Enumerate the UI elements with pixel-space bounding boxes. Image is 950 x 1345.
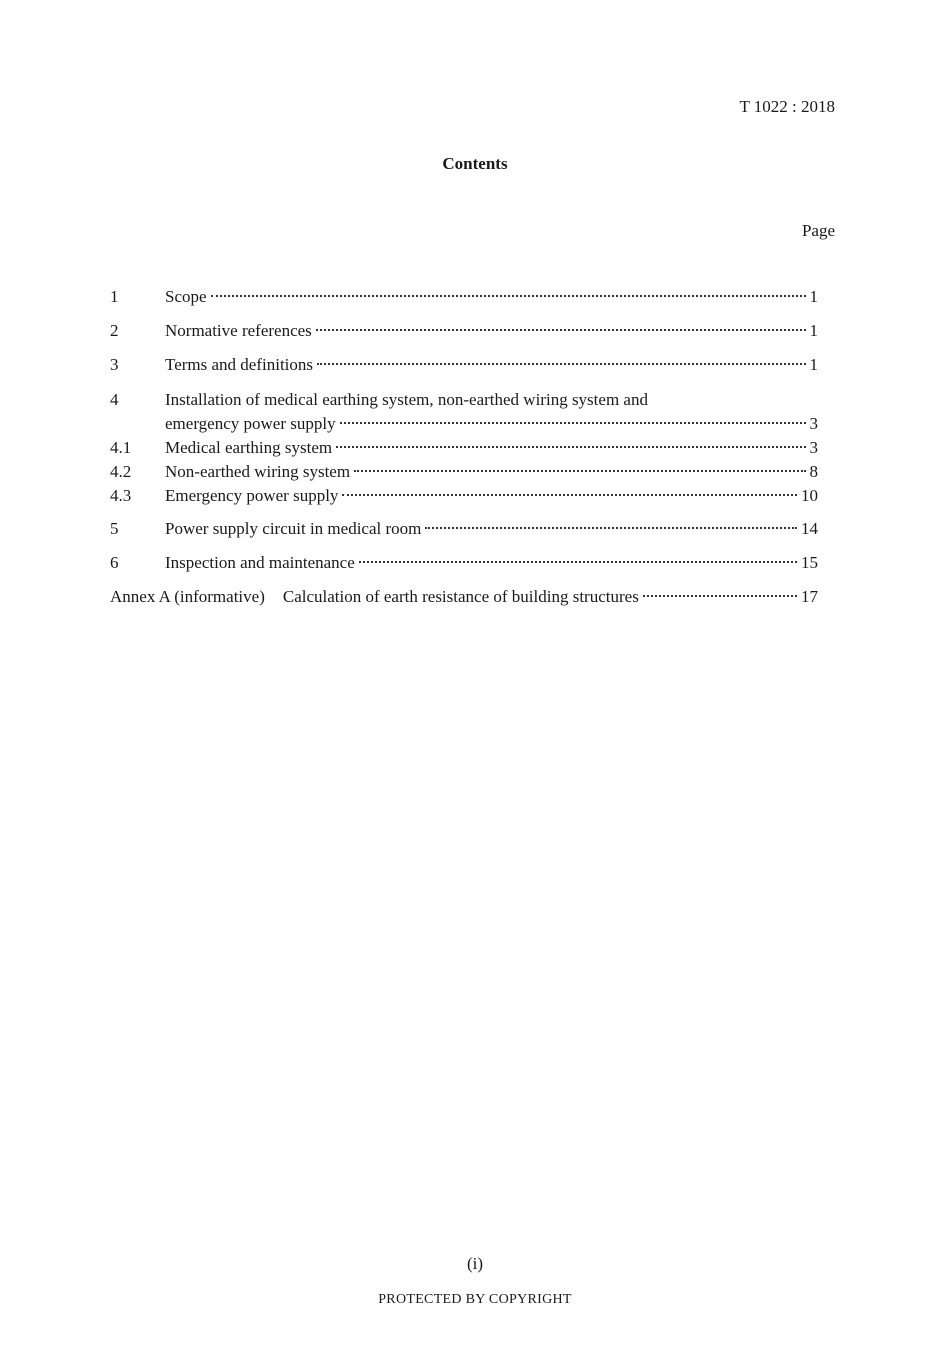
toc-page: 3 [809,438,818,457]
dot-leader [211,295,806,297]
dot-leader [340,422,806,424]
dot-leader [317,363,805,365]
toc-title: Scope [165,287,207,306]
toc-number: 6 [110,553,119,572]
page-column-label: Page [801,221,835,240]
page-title: Contents [442,154,508,173]
dot-leader [359,561,797,563]
toc-entry-4-1[interactable] [110,436,818,460]
toc-number: 1 [110,287,119,306]
toc-title: Calculation of earth resistance of building structures [282,587,639,606]
toc-number: 5 [110,519,119,538]
toc-title: Terms and definitions [165,355,314,374]
toc-title: Normative references [165,321,312,340]
dot-leader [643,595,797,597]
toc-page: 10 [801,486,818,505]
toc-entry-1[interactable] [110,286,818,308]
toc-title-line2: emergency power supply [165,414,336,433]
toc-number: 4 [110,390,119,409]
toc-title: Emergency power supply [165,486,339,505]
toc-entry-6[interactable] [110,552,818,574]
toc-entry-4-3[interactable] [110,484,818,508]
toc-entry-annex-a[interactable] [110,586,818,608]
toc-entry-3[interactable] [110,354,818,376]
toc-page: 1 [809,287,818,306]
toc-page: 15 [801,553,818,572]
toc-page: 8 [809,462,818,481]
toc-title: Medical earthing system [165,438,333,457]
toc-entry-2[interactable] [110,320,818,342]
toc-page: 1 [809,321,818,340]
dot-leader [336,446,805,448]
toc-number: 4.1 [110,438,132,457]
toc-entry-5[interactable] [110,518,818,540]
toc-page: 1 [809,355,818,374]
table-of-contents [110,286,818,608]
toc-title: Power supply circuit in medical room [165,519,422,538]
dot-leader [425,527,797,529]
copyright-notice: PROTECTED BY COPYRIGHT [378,1292,572,1307]
dot-leader [342,494,797,496]
toc-number: 2 [110,321,119,340]
dot-leader [316,329,806,331]
toc-entry-4[interactable] [110,388,818,436]
toc-title-line1: Installation of medical earthing system, non-earthed wiring system and [165,390,648,409]
toc-page: 14 [801,519,818,538]
toc-number: Annex A (informative) [110,587,265,606]
dot-leader [354,470,805,472]
toc-entry-4-2[interactable] [110,460,818,484]
toc-title: Non-earthed wiring system [165,462,351,481]
page-number: (i) [466,1254,484,1273]
toc-page: 17 [801,587,818,606]
toc-page: 3 [809,414,818,433]
toc-number: 3 [110,355,119,374]
toc-number: 4.2 [110,462,132,481]
toc-title: Inspection and maintenance [165,553,355,572]
toc-number: 4.3 [110,486,132,505]
document-id: T 1022 : 2018 [739,97,835,116]
